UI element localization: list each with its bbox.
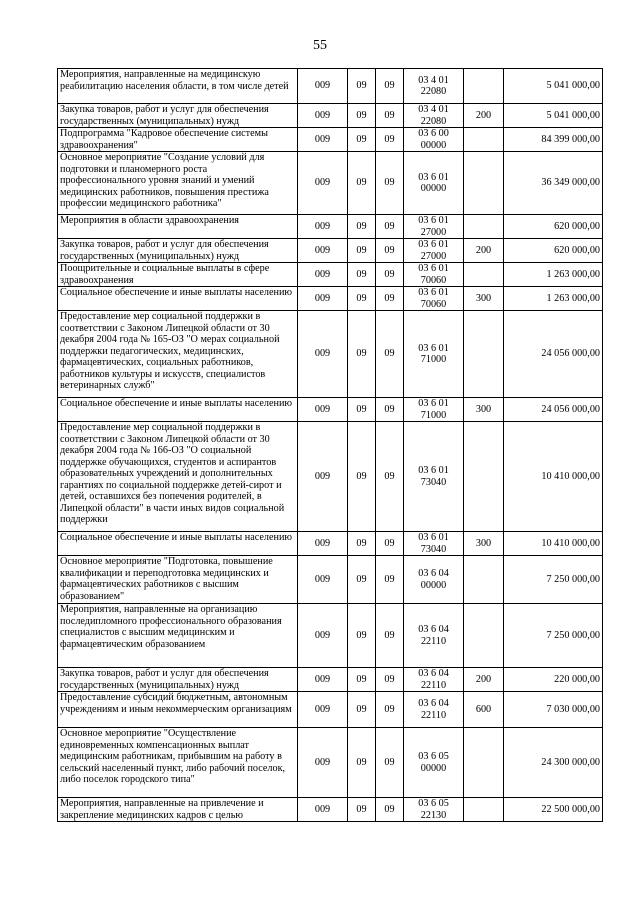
row-expense-type-cell: [464, 152, 504, 215]
table-row: [58, 692, 603, 728]
row-sum-cell-text: 620 000,00: [554, 220, 600, 232]
row-section-cell: [348, 69, 376, 104]
row-ministry-cell: [298, 152, 348, 215]
table-row: [58, 604, 603, 668]
row-section-cell-text: 09: [356, 756, 367, 768]
row-section-cell: [348, 532, 376, 556]
row-name-cell-text: Основное мероприятие "Подготовка, повышение квалификации и переподготовка медицинских и фармацевтических работников с высшим образованием": [60, 556, 273, 602]
row-ministry-cell-text: 009: [314, 177, 331, 189]
row-sum-cell-text: 24 056 000,00: [541, 348, 600, 360]
row-ministry-cell: [298, 287, 348, 311]
row-subsection-cell: [376, 532, 404, 556]
row-sum-cell: [504, 69, 603, 104]
row-target-cell-text: 03 6 04 22110: [418, 624, 449, 647]
row-section-cell: [348, 128, 376, 152]
row-subsection-cell: [376, 215, 404, 239]
row-ministry-cell-text: 009: [314, 573, 331, 585]
row-subsection-cell: [376, 604, 404, 668]
row-expense-type-cell-text: 300: [475, 292, 492, 304]
row-section-cell-text: 09: [356, 292, 367, 304]
row-target-cell-text: 03 6 01 71000: [418, 342, 449, 365]
row-sum-cell-text: 7 030 000,00: [546, 703, 600, 715]
row-expense-type-cell-text: 200: [475, 673, 492, 685]
row-name-cell-text: Социальное обеспечение и иные выплаты населению: [60, 398, 293, 409]
row-subsection-cell-text: 09: [384, 109, 395, 121]
row-sum-cell-text: 5 041 000,00: [546, 80, 600, 92]
table-row: [58, 556, 603, 604]
row-name-cell-text: Предоставление мер социальной поддержки в соответствии с Законом Липецкой области от 30 декабря 2004 года № 165-ОЗ "О мерах социальной поддержки педагогических, медицинских, фармацевтических, социальных работников, работников культуры и искусств, специалистов ветеринарных служб": [60, 311, 280, 391]
row-subsection-cell: [376, 398, 404, 422]
row-ministry-cell: [298, 263, 348, 287]
row-target-cell: [404, 287, 464, 311]
row-sum-cell: [504, 104, 603, 128]
row-target-cell-text: 03 6 04 22110: [418, 668, 449, 691]
row-expense-type-cell: [464, 532, 504, 556]
row-expense-type-cell-text: 200: [475, 109, 492, 121]
row-target-cell-text: 03 6 01 27000: [418, 215, 449, 238]
row-name-cell-text: Социальное обеспечение и иные выплаты населению: [60, 532, 293, 543]
row-section-cell: [348, 263, 376, 287]
row-sum-cell-text: 10 410 000,00: [541, 470, 600, 482]
row-section-cell-text: 09: [356, 537, 367, 549]
row-sum-cell: [504, 263, 603, 287]
row-ministry-cell: [298, 532, 348, 556]
row-section-cell: [348, 287, 376, 311]
row-name-cell: [58, 556, 298, 604]
row-section-cell: [348, 604, 376, 668]
row-target-cell: [404, 798, 464, 822]
row-name-cell: [58, 104, 298, 128]
row-expense-type-cell: [464, 287, 504, 311]
row-target-cell-text: 03 6 01 73040: [418, 465, 449, 488]
row-target-cell: [404, 215, 464, 239]
row-target-cell-text: 03 6 04 00000: [418, 568, 449, 591]
row-name-cell: [58, 668, 298, 692]
row-name-cell: [58, 263, 298, 287]
row-subsection-cell-text: 09: [384, 803, 395, 815]
row-sum-cell-text: 24 056 000,00: [541, 403, 600, 415]
row-expense-type-cell: [464, 668, 504, 692]
row-expense-type-cell: [464, 263, 504, 287]
row-name-cell: [58, 422, 298, 532]
row-sum-cell-text: 22 500 000,00: [541, 803, 600, 815]
row-ministry-cell: [298, 311, 348, 398]
row-section-cell-text: 09: [356, 348, 367, 360]
table-row: [58, 422, 603, 532]
row-sum-cell-text: 1 263 000,00: [546, 268, 600, 280]
row-sum-cell: [504, 798, 603, 822]
row-section-cell: [348, 239, 376, 263]
row-name-cell-text: Закупка товаров, работ и услуг для обеспечения государственных (муниципальных) нужд: [60, 239, 269, 262]
row-target-cell: [404, 728, 464, 798]
row-subsection-cell: [376, 104, 404, 128]
table-row: [58, 128, 603, 152]
budget-table: [57, 68, 603, 822]
row-subsection-cell-text: 09: [384, 133, 395, 145]
row-ministry-cell: [298, 728, 348, 798]
row-section-cell: [348, 152, 376, 215]
row-target-cell: [404, 311, 464, 398]
row-section-cell-text: 09: [356, 403, 367, 415]
row-sum-cell: [504, 668, 603, 692]
row-target-cell: [404, 422, 464, 532]
row-ministry-cell: [298, 128, 348, 152]
row-ministry-cell-text: 009: [314, 268, 331, 280]
table-row: [58, 311, 603, 398]
row-subsection-cell: [376, 556, 404, 604]
row-name-cell-text: Закупка товаров, работ и услуг для обеспечения государственных (муниципальных) нужд: [60, 104, 269, 127]
row-target-cell-text: 03 6 04 22110: [418, 698, 449, 721]
row-sum-cell: [504, 728, 603, 798]
row-ministry-cell: [298, 668, 348, 692]
row-expense-type-cell-text: 600: [475, 703, 492, 715]
row-expense-type-cell: [464, 311, 504, 398]
row-sum-cell-text: 84 399 000,00: [541, 133, 600, 145]
row-sum-cell: [504, 239, 603, 263]
row-subsection-cell-text: 09: [384, 348, 395, 360]
row-ministry-cell-text: 009: [314, 292, 331, 304]
row-expense-type-cell: [464, 728, 504, 798]
row-name-cell: [58, 128, 298, 152]
row-subsection-cell: [376, 692, 404, 728]
row-target-cell: [404, 398, 464, 422]
row-subsection-cell-text: 09: [384, 177, 395, 189]
row-name-cell-text: Мероприятия, направленные на медицинскую реабилитацию населения области, в том числе детей: [60, 69, 289, 92]
table-row: [58, 263, 603, 287]
row-name-cell: [58, 239, 298, 263]
row-ministry-cell-text: 009: [314, 403, 331, 415]
row-expense-type-cell: [464, 69, 504, 104]
row-name-cell: [58, 728, 298, 798]
row-name-cell-text: Закупка товаров, работ и услуг для обеспечения государственных (муниципальных) нужд: [60, 668, 269, 691]
row-section-cell: [348, 215, 376, 239]
row-ministry-cell-text: 009: [314, 537, 331, 549]
row-sum-cell-text: 620 000,00: [554, 244, 600, 256]
row-target-cell-text: 03 6 01 00000: [418, 171, 449, 194]
row-ministry-cell: [298, 604, 348, 668]
row-target-cell: [404, 668, 464, 692]
row-ministry-cell: [298, 104, 348, 128]
row-section-cell-text: 09: [356, 268, 367, 280]
row-expense-type-cell-text: 200: [475, 244, 492, 256]
row-expense-type-cell: [464, 556, 504, 604]
table-row: [58, 69, 603, 104]
row-name-cell-text: Предоставление мер социальной поддержки в соответствии с Законом Липецкой области от 30 декабря 2004 года № 166-ОЗ "О социальной поддержке обучающихся, студентов и аспирантов образовательных учреждений и дополнительных гарантиях по социальной поддержке детей-сирот и детей, оставшихся без попечения родителей, в Липецкой области" в части иных видов социальной поддержки: [60, 422, 285, 525]
row-target-cell-text: 03 6 05 22130: [418, 798, 449, 821]
row-target-cell-text: 03 6 01 70060: [418, 287, 449, 310]
row-ministry-cell-text: 009: [314, 803, 331, 815]
row-name-cell-text: Основное мероприятие "Создание условий для подготовки и планомерного роста профессионального уровня знаний и умений медицинских работников, повышения престижа профессии медицинского работника": [60, 152, 269, 209]
row-target-cell-text: 03 6 01 71000: [418, 398, 449, 421]
row-subsection-cell: [376, 263, 404, 287]
row-ministry-cell: [298, 69, 348, 104]
row-sum-cell: [504, 604, 603, 668]
row-name-cell: [58, 398, 298, 422]
row-expense-type-cell: [464, 398, 504, 422]
table-row: [58, 668, 603, 692]
row-section-cell: [348, 798, 376, 822]
row-section-cell: [348, 104, 376, 128]
row-target-cell-text: 03 6 01 27000: [418, 239, 449, 262]
row-ministry-cell-text: 009: [314, 109, 331, 121]
table-row: [58, 104, 603, 128]
row-target-cell-text: 03 6 05 00000: [418, 751, 449, 774]
row-target-cell-text: 03 4 01 22080: [418, 74, 449, 97]
row-sum-cell-text: 1 263 000,00: [546, 292, 600, 304]
row-ministry-cell-text: 009: [314, 80, 331, 92]
row-ministry-cell-text: 009: [314, 703, 331, 715]
row-ministry-cell-text: 009: [314, 348, 331, 360]
row-name-cell: [58, 604, 298, 668]
row-target-cell-text: 03 6 00 00000: [418, 128, 449, 151]
row-sum-cell: [504, 311, 603, 398]
row-target-cell-text: 03 6 01 70060: [418, 263, 449, 286]
row-subsection-cell-text: 09: [384, 629, 395, 641]
row-section-cell-text: 09: [356, 703, 367, 715]
row-sum-cell: [504, 128, 603, 152]
row-target-cell: [404, 263, 464, 287]
table-row: [58, 798, 603, 822]
row-ministry-cell-text: 009: [314, 756, 331, 768]
row-section-cell: [348, 692, 376, 728]
table-row: [58, 728, 603, 798]
row-sum-cell: [504, 215, 603, 239]
row-ministry-cell-text: 009: [314, 244, 331, 256]
row-expense-type-cell: [464, 239, 504, 263]
row-name-cell: [58, 532, 298, 556]
row-section-cell: [348, 422, 376, 532]
row-sum-cell: [504, 532, 603, 556]
row-ministry-cell: [298, 215, 348, 239]
row-subsection-cell-text: 09: [384, 703, 395, 715]
row-section-cell-text: 09: [356, 109, 367, 121]
row-target-cell: [404, 69, 464, 104]
row-sum-cell-text: 10 410 000,00: [541, 537, 600, 549]
row-ministry-cell: [298, 398, 348, 422]
row-subsection-cell: [376, 311, 404, 398]
row-subsection-cell-text: 09: [384, 80, 395, 92]
row-expense-type-cell: [464, 128, 504, 152]
row-target-cell: [404, 152, 464, 215]
row-subsection-cell-text: 09: [384, 470, 395, 482]
row-section-cell-text: 09: [356, 470, 367, 482]
row-subsection-cell: [376, 668, 404, 692]
row-section-cell: [348, 556, 376, 604]
table-row: [58, 152, 603, 215]
table-row: [58, 239, 603, 263]
table-row: [58, 398, 603, 422]
row-section-cell-text: 09: [356, 133, 367, 145]
row-sum-cell: [504, 556, 603, 604]
row-section-cell: [348, 728, 376, 798]
row-subsection-cell: [376, 287, 404, 311]
row-ministry-cell-text: 009: [314, 220, 331, 232]
row-ministry-cell-text: 009: [314, 629, 331, 641]
row-subsection-cell-text: 09: [384, 403, 395, 415]
row-sum-cell-text: 220 000,00: [554, 673, 600, 685]
row-sum-cell-text: 24 300 000,00: [541, 756, 600, 768]
row-name-cell: [58, 311, 298, 398]
row-section-cell: [348, 398, 376, 422]
row-sum-cell: [504, 692, 603, 728]
row-sum-cell-text: 7 250 000,00: [546, 629, 600, 641]
row-name-cell-text: Основное мероприятие "Осуществление единовременных компенсационных выплат медицинским работникам, прибывшим на работу в сельский населенный пункт, либо рабочий поселок, либо поселок городского типа": [60, 728, 286, 785]
row-section-cell: [348, 668, 376, 692]
row-subsection-cell-text: 09: [384, 244, 395, 256]
row-target-cell: [404, 128, 464, 152]
row-name-cell-text: Мероприятия, направленные на организацию последипломного профессионального образования специалистов с высшим медицинским и фармацевтическим образованием: [60, 604, 282, 650]
row-target-cell: [404, 532, 464, 556]
row-name-cell: [58, 692, 298, 728]
row-section-cell-text: 09: [356, 177, 367, 189]
row-expense-type-cell: [464, 215, 504, 239]
row-expense-type-cell: [464, 798, 504, 822]
row-target-cell: [404, 556, 464, 604]
row-name-cell-text: Мероприятия, направленные на привлечение и закрепление медицинских кадров с целью: [60, 798, 264, 821]
row-name-cell-text: Мероприятия в области здравоохранения: [60, 215, 239, 226]
row-target-cell: [404, 604, 464, 668]
row-sum-cell: [504, 422, 603, 532]
row-sum-cell: [504, 287, 603, 311]
row-sum-cell-text: 7 250 000,00: [546, 573, 600, 585]
table-row: [58, 287, 603, 311]
row-expense-type-cell-text: 300: [475, 403, 492, 415]
row-subsection-cell-text: 09: [384, 220, 395, 232]
row-ministry-cell: [298, 239, 348, 263]
row-subsection-cell: [376, 422, 404, 532]
row-name-cell: [58, 287, 298, 311]
row-target-cell-text: 03 6 01 73040: [418, 532, 449, 555]
row-target-cell: [404, 104, 464, 128]
row-subsection-cell: [376, 69, 404, 104]
row-sum-cell: [504, 152, 603, 215]
row-subsection-cell-text: 09: [384, 756, 395, 768]
row-subsection-cell-text: 09: [384, 537, 395, 549]
row-name-cell-text: Предоставление субсидий бюджетным, автономным учреждениям и иным некоммерческим организациям: [60, 692, 292, 715]
row-subsection-cell-text: 09: [384, 573, 395, 585]
row-name-cell-text: Социальное обеспечение и иные выплаты населению: [60, 287, 293, 298]
row-section-cell-text: 09: [356, 80, 367, 92]
row-subsection-cell-text: 09: [384, 268, 395, 280]
row-ministry-cell-text: 009: [314, 673, 331, 685]
row-name-cell-text: Поощрительные и социальные выплаты в сфере здравоохранения: [60, 263, 270, 286]
row-name-cell: [58, 798, 298, 822]
row-target-cell: [404, 692, 464, 728]
row-section-cell: [348, 311, 376, 398]
row-name-cell: [58, 215, 298, 239]
row-subsection-cell: [376, 128, 404, 152]
row-subsection-cell: [376, 239, 404, 263]
row-expense-type-cell: [464, 422, 504, 532]
page-number: 55: [313, 38, 327, 53]
row-ministry-cell-text: 009: [314, 470, 331, 482]
row-sum-cell: [504, 398, 603, 422]
row-section-cell-text: 09: [356, 220, 367, 232]
row-section-cell-text: 09: [356, 629, 367, 641]
row-target-cell: [404, 239, 464, 263]
row-ministry-cell-text: 009: [314, 133, 331, 145]
row-subsection-cell: [376, 798, 404, 822]
row-name-cell: [58, 152, 298, 215]
row-ministry-cell: [298, 422, 348, 532]
row-section-cell-text: 09: [356, 573, 367, 585]
row-name-cell: [58, 69, 298, 104]
row-sum-cell-text: 36 349 000,00: [541, 177, 600, 189]
row-name-cell-text: Подпрограмма "Кадровое обеспечение системы здравоохранения": [60, 128, 268, 151]
row-subsection-cell: [376, 728, 404, 798]
table-row: [58, 532, 603, 556]
row-section-cell-text: 09: [356, 673, 367, 685]
row-expense-type-cell: [464, 692, 504, 728]
row-section-cell-text: 09: [356, 244, 367, 256]
table-row: [58, 215, 603, 239]
row-expense-type-cell-text: 300: [475, 537, 492, 549]
row-ministry-cell: [298, 692, 348, 728]
row-subsection-cell-text: 09: [384, 673, 395, 685]
row-section-cell-text: 09: [356, 803, 367, 815]
table-body: [58, 69, 603, 822]
row-sum-cell-text: 5 041 000,00: [546, 109, 600, 121]
row-expense-type-cell: [464, 604, 504, 668]
row-ministry-cell: [298, 556, 348, 604]
row-subsection-cell: [376, 152, 404, 215]
row-ministry-cell: [298, 798, 348, 822]
row-target-cell-text: 03 4 01 22080: [418, 104, 449, 127]
row-subsection-cell-text: 09: [384, 292, 395, 304]
row-expense-type-cell: [464, 104, 504, 128]
